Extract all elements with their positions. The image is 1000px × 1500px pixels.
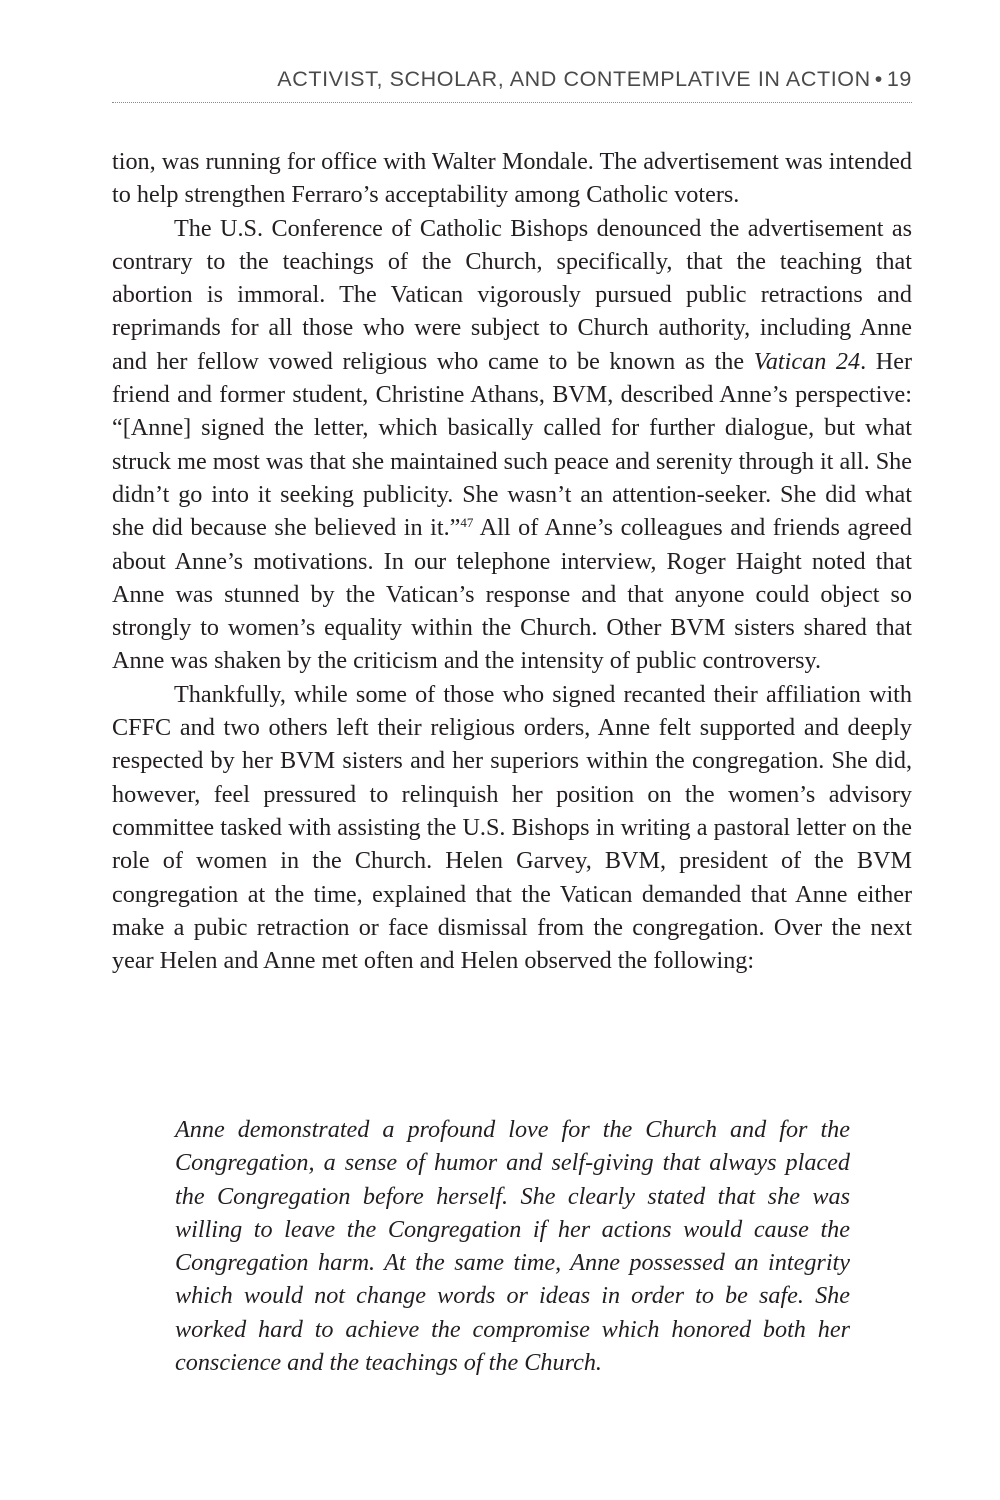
header-separator: •	[874, 67, 883, 91]
footnote-reference-47: 47	[460, 515, 474, 531]
running-title: ACTIVIST, SCHOLAR, AND CONTEMPLATIVE IN ACTION	[277, 67, 871, 91]
paragraph-2-italic-term: Vatican 24	[753, 347, 861, 375]
paragraph-1: tion, was running for office with Walter Mondale. The advertisement was intended to help strengthen Ferraro’s acceptability among Catholic voters.	[112, 148, 912, 209]
running-header	[112, 64, 912, 103]
block-quote: Anne demonstrated a profound love for the Church and for the Congregation, a sense of humor and self-giving that always placed the Congregation before herself. She clearly stated that she was willing to leave the Congregation if her actions would cause the Congregation harm. At the same time, Anne possessed an integrity which would not change words or ideas in order to be safe. She worked hard to achieve the compromise which honored both her conscience and the teachings of the Church.	[175, 1116, 850, 1377]
paragraph-2	[112, 212, 912, 678]
paragraph-2-text-b: . Her friend and former student, Christine Athans, BVM, described Anne’s perspective: “[Anne] signed the letter, which basically called for further dialogue, but what struck me most was that she maintained such peace and serenity through it all. She didn’t go into it seeking publicity. She wasn’t an attention-seeker. She did what she did because she believed in it.”	[112, 347, 912, 542]
paragraph-2-text-c: All of Anne’s colleagues and friends agreed about Anne’s motivations. In our telephone interview, Roger Haight noted that Anne was stunned by the Vatican’s response and that anyone could object so strongly to women’s equality within the Church. Other BVM sisters shared that Anne was shaken by the criticism and the intensity of public controversy.	[112, 514, 912, 675]
paragraph-3: Thankfully, while some of those who signed recanted their affiliation with CFFC and two others left their religious orders, Anne felt supported and deeply respected by her BVM sisters and her superiors within the congregation. She did, however, feel pressured to relinquish her position on the women’s advisory committee tasked with assisting the U.S. Bishops in writing a pastoral letter on the role of women in the Church. Helen Garvey, BVM, president of the BVM congregation at the time, explained that the Vatican demanded that Anne either make a pubic retraction or face dismissal from the congregation. Over the next year Helen and Anne met often and Helen observed the following:	[112, 680, 912, 975]
body-text	[112, 145, 912, 977]
paragraph-2-text-a: The U.S. Conference of Catholic Bishops denounced the advertisement as contrary to the teachings of the Church, specifically, that the teaching that abortion is immoral. The Vatican vigorously pursued public retractions and reprimands for all those who were subject to Church authority, including Anne and her fellow vowed religious who came to be known as the	[112, 214, 912, 375]
page-number: 19	[886, 67, 912, 91]
